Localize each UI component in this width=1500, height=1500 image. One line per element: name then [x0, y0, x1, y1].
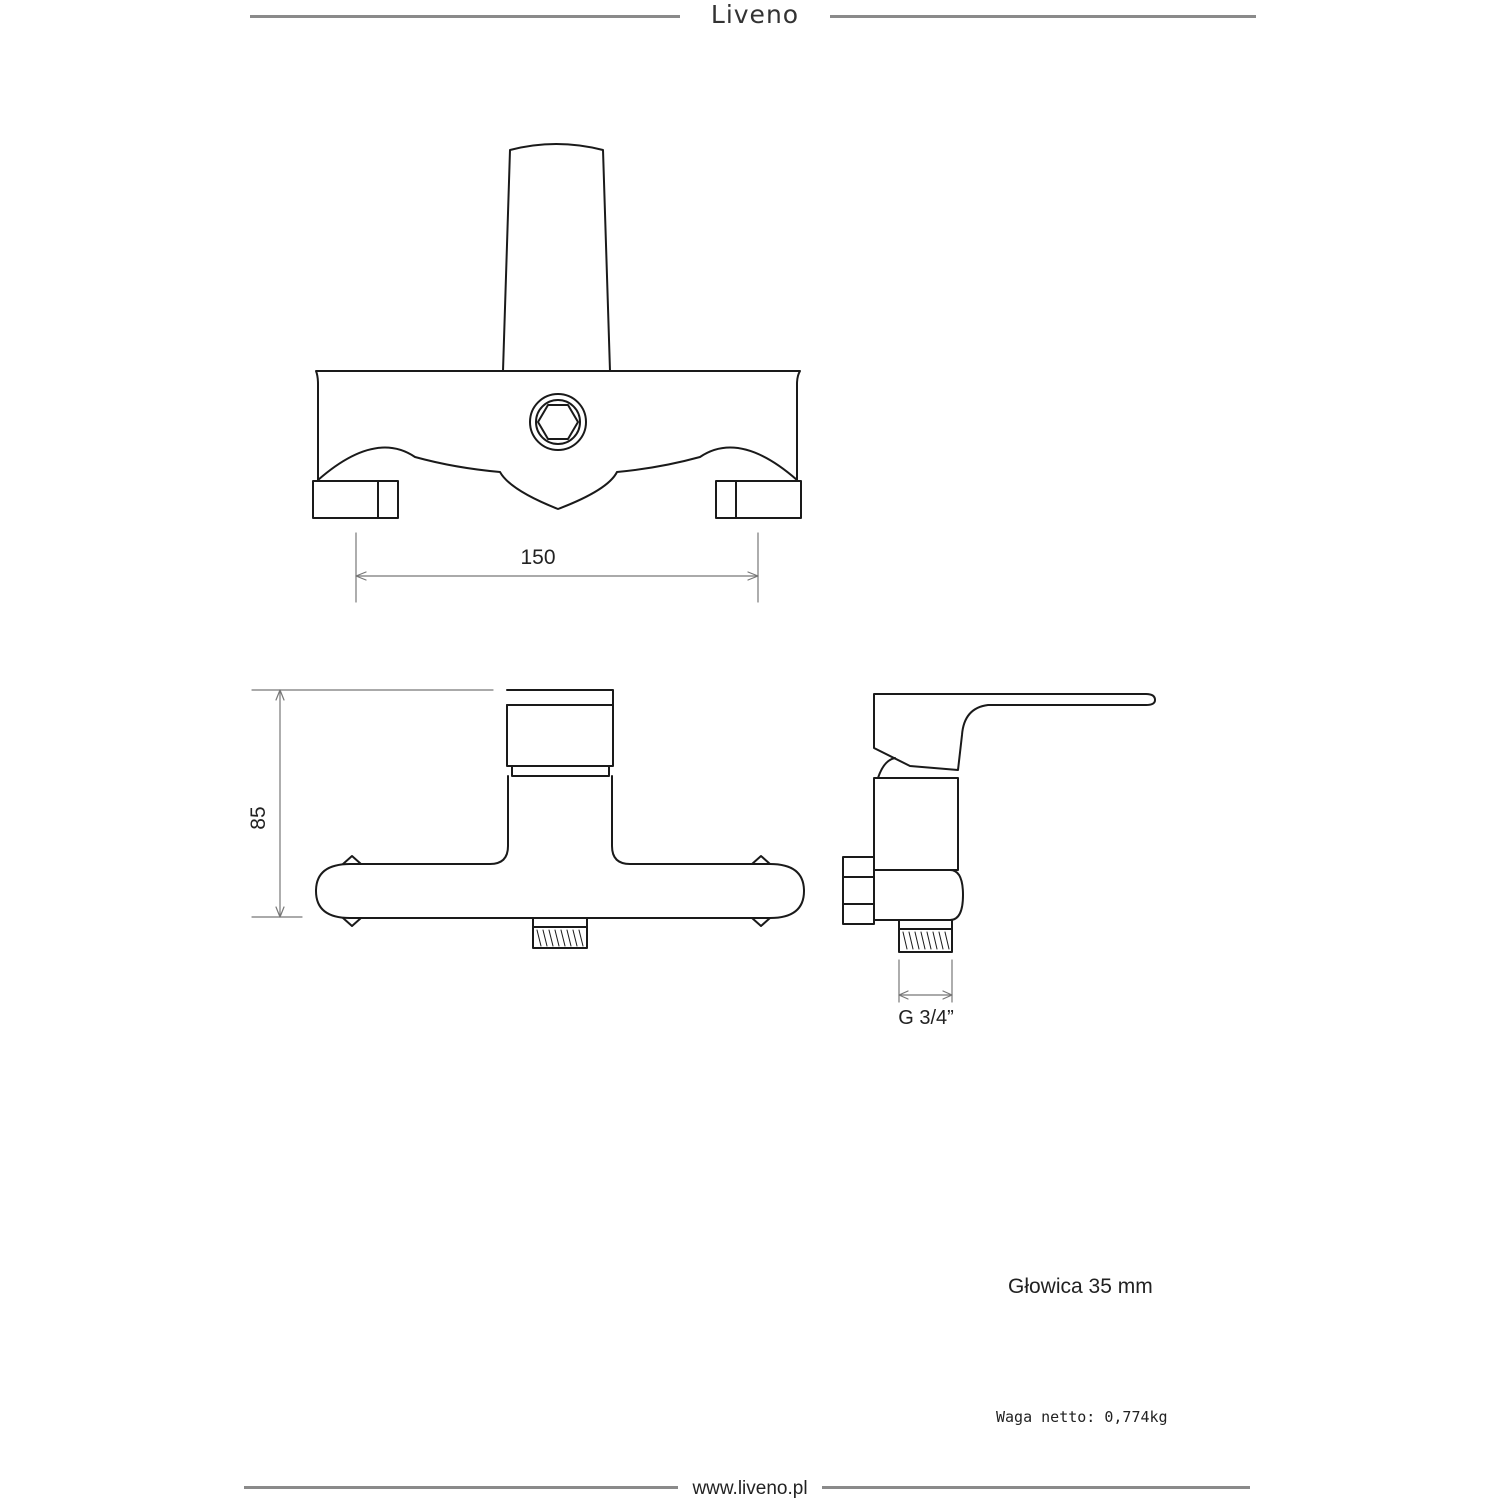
front-view-outlet-thread — [537, 930, 583, 946]
front-view-body — [316, 776, 804, 918]
side-view-nut — [843, 857, 874, 924]
side-view-lever — [874, 694, 1155, 770]
top-view-connector-left — [313, 481, 398, 518]
top-view — [313, 144, 801, 518]
top-view-handle — [503, 144, 610, 371]
top-view-hex-nut — [538, 405, 578, 439]
brand-logo: Liveno — [710, 0, 800, 29]
weight-note: Waga netto: 0,774kg — [996, 1408, 1168, 1426]
height-label: 85 — [247, 806, 270, 830]
footer-rule-left — [244, 1486, 678, 1489]
width-label: 150 — [520, 546, 556, 569]
side-view-cartridge — [878, 758, 895, 778]
footer-url[interactable]: www.liveno.pl — [692, 1478, 808, 1499]
height-dimension — [252, 690, 493, 917]
front-view-nut-left-top — [343, 856, 361, 864]
front-view-nut-right-bottom — [752, 918, 770, 926]
front-view-handle-top — [507, 690, 613, 766]
front-view-nut-left-bottom — [343, 918, 361, 926]
top-view-outlet-inner — [536, 400, 580, 444]
side-view — [843, 694, 1155, 952]
front-view — [316, 690, 804, 948]
front-view-collar — [512, 766, 609, 776]
side-view-outlet-thread — [903, 932, 949, 949]
front-view-outlet — [533, 918, 587, 948]
head-note: Głowica 35 mm — [1008, 1275, 1153, 1298]
side-view-base — [874, 870, 963, 920]
top-view-connector-right — [716, 481, 801, 518]
side-view-body — [874, 778, 958, 870]
footer-rule-right — [822, 1486, 1250, 1489]
thread-label: G 3/4” — [898, 1007, 954, 1029]
thread-dimension — [899, 960, 952, 1002]
front-view-nut-right-top — [752, 856, 770, 864]
